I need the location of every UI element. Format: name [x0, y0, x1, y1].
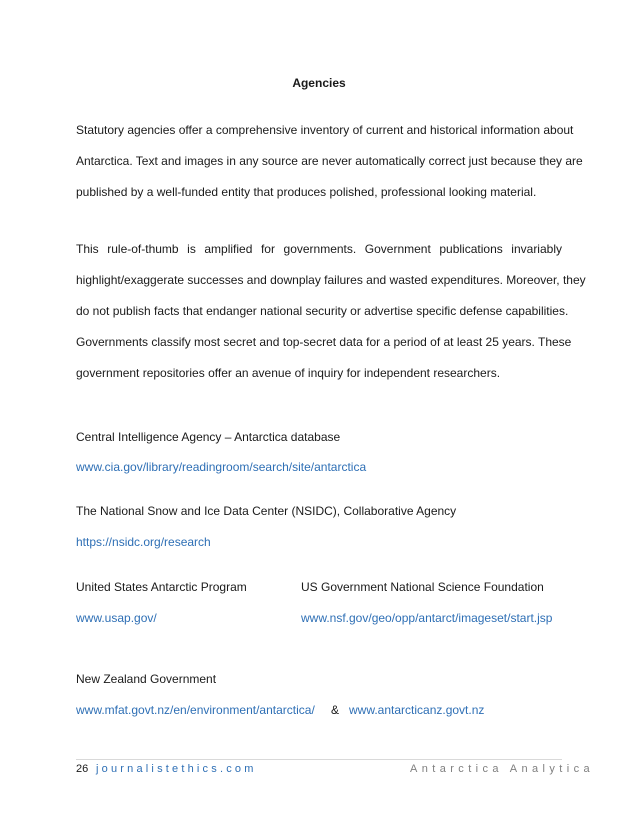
footer-site: journalistethics.com [96, 763, 257, 775]
cia-link[interactable]: www.cia.gov/library/readingroom/search/site/antarctica [76, 460, 367, 474]
paragraph-line: government repositories offer an avenue of inquiry for independent researchers. [76, 366, 501, 380]
cia-label: Central Intelligence Agency – Antarctica database [76, 430, 341, 444]
paragraph-line: do not publish facts that endanger national security or advertise specific defense capabilities. [76, 304, 569, 318]
nsf-label: US Government National Science Foundation [301, 580, 544, 594]
paragraph-line: Governments classify most secret and top-secret data for a period of at least 25 years. These [76, 335, 572, 349]
nz-mfat-link[interactable]: www.mfat.govt.nz/en/environment/antarctica/ [76, 703, 315, 717]
footer-page-number: 26 [76, 763, 89, 775]
paragraph-line: Statutory agencies offer a comprehensive inventory of current and historical information about [76, 123, 574, 137]
paragraph-line: Antarctica. Text and images in any source are never automatically correct just because they are [76, 154, 583, 168]
page-title: Agencies [292, 76, 346, 90]
paragraph-line: published by a well-funded entity that produces polished, professional looking material. [76, 185, 537, 199]
nsidc-label: The National Snow and Ice Data Center (NSIDC), Collaborative Agency [76, 504, 457, 518]
usap-link[interactable]: www.usap.gov/ [76, 611, 157, 625]
paragraph-line: This rule-of-thumb is amplified for governments. Government publications invariably [76, 242, 562, 256]
nz-label: New Zealand Government [76, 672, 217, 686]
paragraph-line: highlight/exaggerate successes and downplay failures and wasted expenditures. Moreover, they [76, 273, 586, 287]
nsf-link[interactable]: www.nsf.gov/geo/opp/antarct/imageset/start.jsp [301, 611, 553, 625]
usap-label: United States Antarctic Program [76, 580, 247, 594]
footer-divider [76, 759, 562, 760]
footer-publication: Antarctica Analytica [410, 763, 594, 775]
ampersand: & [331, 703, 340, 717]
nz-antarcticanz-link[interactable]: www.antarcticanz.govt.nz [349, 703, 485, 717]
nsidc-link[interactable]: https://nsidc.org/research [76, 535, 211, 549]
